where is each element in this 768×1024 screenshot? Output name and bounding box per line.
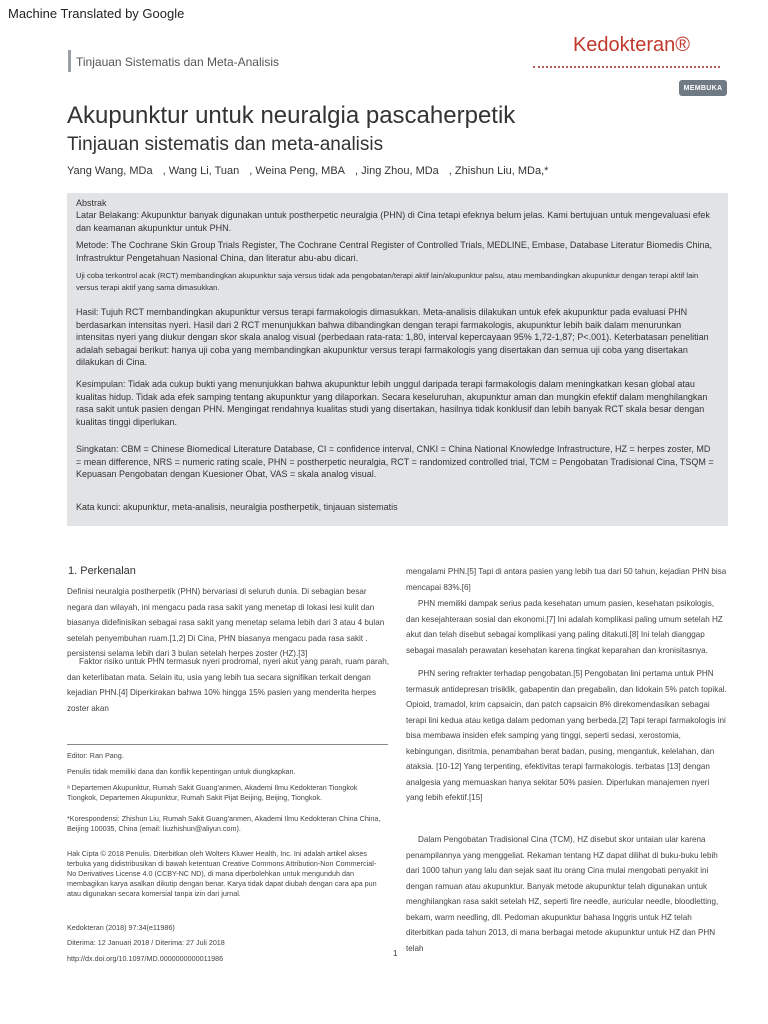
author: Yang Wang, MDa xyxy=(67,165,153,177)
intro-paragraph: PHN sering refrakter terhadap pengobatan.[5] Pengobatan lini pertama untuk PHN termasuk antidepresan trisiklik, gabapentin dan pregabalin, dan lidokain 5% patch topikal. Opioid, tramadol, krim capsaicin, dan patch capsaicin 8% direkomendasikan sebagai terapi lini kedua atau ketiga dalam pedoman yang berbeda.[2] Tapi terapi farmakologis ini bisa membawa insiden efek samping yang tinggi, seperti sedasi, xerostomia, kebingungan, disritmia, penambahan berat badan, pusing, mengantuk, kelelahan, dan ataksia. [10-12] Yang terpenting, efektivitas terapi farmakologis. terbatas [13] dengan analgesia yang memuaskan hanya sekitar 50% pasien. Diperlukan manajemen nyeri yang lebih efektif.[15] xyxy=(406,669,727,802)
intro-paragraph: PHN memiliki dampak serius pada kesehatan umum pasien, kesehatan psikologis, dan kesejahteraan sosial dan ekonomi.[7] Ini adalah komplikasi paling umum setelah HZ akut dan telah disebut sebagai komplikasi yang paling ditakuti.[8] Ini telah dianggap sebagai masalah perawatan kesehatan karena tingkat keparahan dan kronisitasnya. xyxy=(406,599,723,655)
abstract-conclusion: Kesimpulan: Tidak ada cukup bukti yang menunjukkan bahwa akupunktur lebih unggul daripada terapi farmakologis dalam meningkatkan kesan global atau kualitas hidup. Tidak ada efek samping tentang akupunktur yang dilaporkan. Secara keseluruhan, akupunktur aman dan mungkin efektif dalam menghilangkan rasa sakit untuk pasien dengan PHN. Mengingat rendahnya kualitas studi yang disertakan, hasilnya tidak konklusif dan lebih banyak RCT skala besar dengan kualitas tinggi diperlukan. xyxy=(76,379,708,427)
intro-paragraph: Definisi neuralgia postherpetik (PHN) bervariasi di seluruh dunia. Di sebagian besar negara dan wilayah, ini mengacu pada rasa sakit yang menetap di lokasi lesi kulit dan biasanya didefinisikan sebagai rasa sakit yang menetap selama lebih dari 3 atau 4 bulan setelah penyembuhan ruam.[1,2] Di Cina, PHN biasanya mengacu pada rasa sakit . persistensi selama lebih dari 3 bulan setelah herpes zoster (HZ).[3] xyxy=(67,587,385,658)
page-number: 1 xyxy=(393,949,398,958)
abstract-methods-criteria: Uji coba terkontrol acak (RCT) membandingkan akupunktur saja versus tidak ada pengobatan/terapi aktif lain/akupunktur palsu, atau membandingkan akupunktur dengan terapi aktif lain versus terapi aktif yang sama dimasukkan. xyxy=(76,271,699,292)
abstract-methods: Metode: The Cochrane Skin Group Trials Register, The Cochrane Central Register of Controlled Trials, MEDLINE, Embase, Database Literatur Biomedis China, Infrastruktur Pengetahuan Nasional China, dan literatur abu-abu dicari. xyxy=(76,240,712,263)
machine-translated-banner: Machine Translated by Google xyxy=(8,6,185,21)
abstract-abbreviations: Singkatan: CBM = Chinese Biomedical Literature Database, CI = confidence interval, CNKI = China National Knowledge Infrastructure, HZ = herpes zoster, MD = mean difference, NRS = numeric rating scale, PHN = postherpetic neuralgia, RCT = randomized controlled trial, TCM = Pengobatan Tradisional Cina, TSQM = Kepuasan Pengobatan dengan Kuesioner Obat, VAS = skala analog visual. xyxy=(76,444,714,479)
journal-brand: Kedokteran® xyxy=(572,34,690,56)
author: , Zhishun Liu, MDa,* xyxy=(448,165,549,177)
footnote-dates: Diterima: 12 Januari 2018 / Diterima: 27 Juli 2018 xyxy=(67,938,225,947)
abstract-heading: Abstrak xyxy=(76,198,107,208)
author: , Wang Li, Tuan xyxy=(162,165,240,177)
footnote-affiliation: ᵃ Departemen Akupunktur, Rumah Sakit Guang'anmen, Akademi Ilmu Kedokteran Tiongkok Tiongkok, Departemen Akupunktur, Rumah Sakit Pijat Beijing, Beijing, Tiongkok. xyxy=(67,783,358,802)
footnote-citation: Kedokteran (2018) 97:34(e11986) xyxy=(67,923,175,932)
footnote-doi: http://dx.doi.org/10.1097/MD.0000000000011986 xyxy=(67,954,224,963)
abstract-keywords: Kata kunci: akupunktur, meta-analisis, neuralgia postherpetik, tinjauan sistematis xyxy=(76,502,398,512)
article-title: Akupunktur untuk neuralgia pascaherpetik xyxy=(67,102,516,129)
author: , Weina Peng, MBA xyxy=(249,165,346,177)
footnote-correspondence: *Korespondensi: Zhishun Liu, Rumah Sakit Guang'anmen, Akademi Ilmu Kedokteran China China, Beijing 100035, China (email: liuzhishun@aliyun.com). xyxy=(67,814,381,833)
open-access-badge: MEMBUKA xyxy=(679,80,727,96)
journal-category: Tinjauan Sistematis dan Meta-Analisis xyxy=(76,55,279,69)
footnote-editor: Editor: Ran Pang. xyxy=(67,751,124,760)
brand-dotted-rule xyxy=(533,66,720,68)
author-list xyxy=(67,165,558,177)
footnote-divider xyxy=(67,744,388,745)
footnote-funding: Penulis tidak memiliki dana dan konflik kepentingan untuk diungkapkan. xyxy=(67,767,296,776)
abstract-background: Latar Belakang: Akupunktur banyak digunakan untuk postherpetic neuralgia (PHN) di Cina tetapi efeknya belum jelas. Kami bertujuan untuk mengevaluasi efek dan keamanan akupunktur untuk PHN. xyxy=(76,210,710,233)
intro-paragraph: Dalam Pengobatan Tradisional Cina (TCM), HZ disebut skor untaian ular karena penampilannya yang menggeliat. Rekaman tentang HZ dapat dilihat di buku-buku lebih dari 1000 tahun yang lalu dan sejak saat itu orang Cina mulai mengobati penyakit ini dengan ramuan atau akupunktur. Banyak metode akupunktur telah digunakan untuk menghilangkan rasa sakit setelah HZ, seperti fire needle, auricular needle, bloodletting, bekam, warm needling, dll. Pedoman akupunktur bahasa Inggris untuk HZ telah diterbitkan pada tahun 2013, di mana berbagai metode akupunktur untuk HZ dan PHN telah xyxy=(406,835,719,953)
author: , Jing Zhou, MDa xyxy=(355,165,439,177)
intro-paragraph: mengalami PHN.[5] Tapi di antara pasien yang lebih tua dari 50 tahun, kejadian PHN bisa mencapai 83%.[6] xyxy=(406,567,727,592)
abstract-results: Hasil: Tujuh RCT membandingkan akupunktur versus terapi farmakologis dimasukkan. Meta-analisis dilakukan untuk efek akupunktur pada evaluasi PHN berdasarkan intensitas nyeri. Hasil dari 2 RCT menunjukkan bahwa dibandingkan dengan terapi farmakologis, akupunktur lebih baik dalam menurunkan intensitas nyeri yang diukur dengan skor skala analog visual (perbedaan rata-rata: 1,80, interval kepercayaan 95% 1,72-1,87; P<.001). Keterbatasan penelitian adalah sebagai berikut: hanya uji coba yang membandingkan akupunktur versus terapi farmakologis yang disertakan dan semua uji coba yang disertakan dilakukan di Cina. xyxy=(76,307,709,367)
intro-paragraph: Faktor risiko untuk PHN termasuk nyeri prodromal, nyeri akut yang parah, ruam parah, dan keterlibatan mata. Selain itu, usia yang lebih tua secara signifikan terkait dengan kejadian PHN.[4] Diperkirakan bahwa 10% hingga 15% pasien yang menderita herpes zoster akan xyxy=(67,657,389,713)
journal-category-bar xyxy=(68,50,71,72)
section-heading: 1. Perkenalan xyxy=(68,565,136,577)
footnote-copyright: Hak Cipta © 2018 Penulis. Diterbitkan oleh Wolters Kluwer Health, Inc. Ini adalah artikel akses terbuka yang didistribusikan di bawah ketentuan Creative Commons Attribution-Non Commercial-No Derivatives License 4.0 (CCBY-NC ND), di mana diperbolehkan untuk mengunduh dan membagikan karya asalkan dikutip dengan benar. Karya tidak dapat diubah dengan cara apa pun atau digunakan secara komersial tanpa izin dari jurnal. xyxy=(67,849,377,898)
article-subtitle: Tinjauan sistematis dan meta-analisis xyxy=(67,134,384,155)
